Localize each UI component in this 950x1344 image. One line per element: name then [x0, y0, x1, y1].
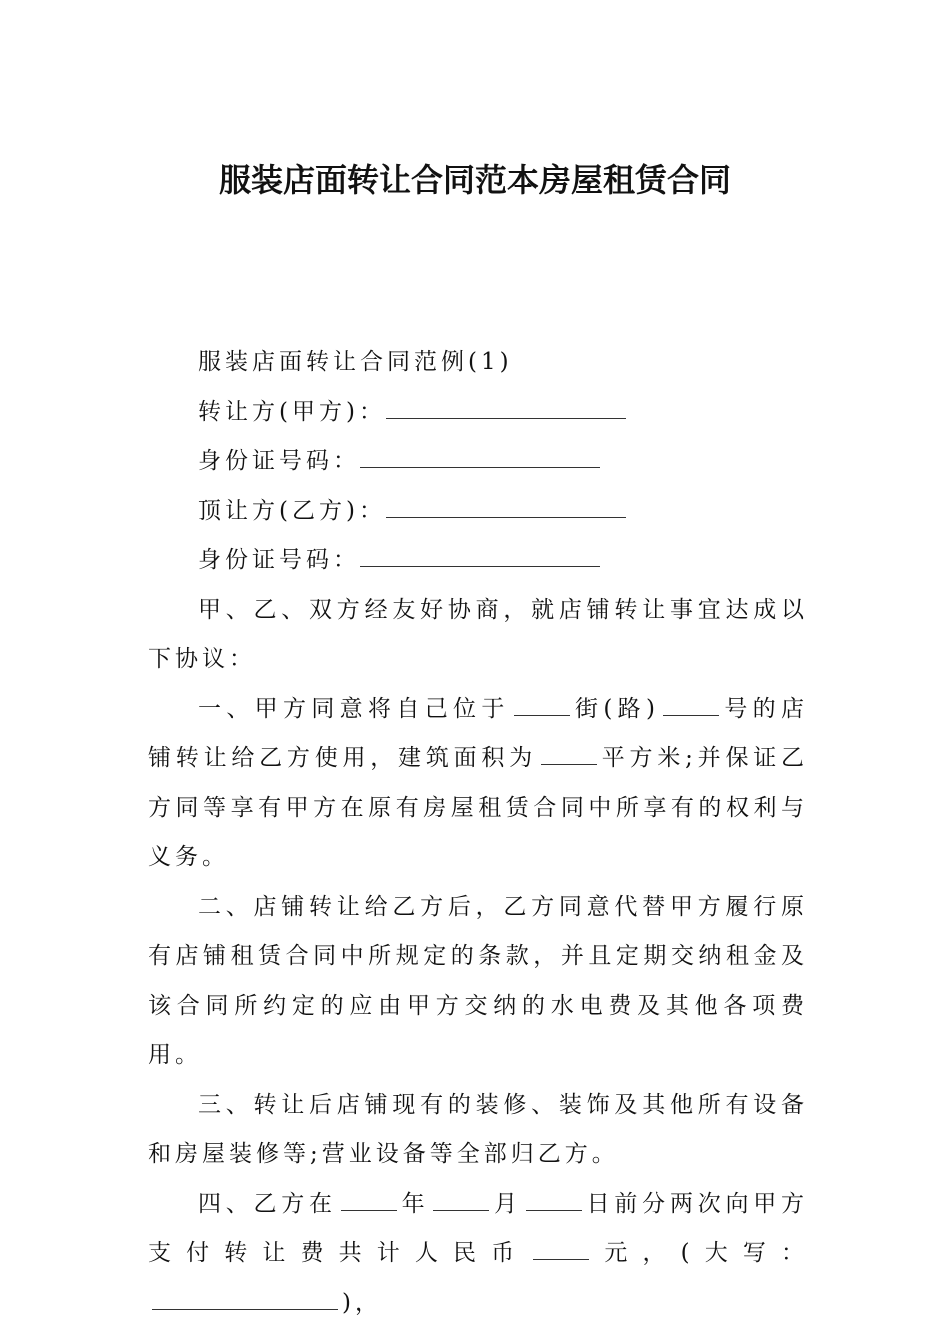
transferee-id-field: [148, 536, 808, 586]
number-blank: [663, 693, 719, 716]
clause-4-part-e: 元，(大写：: [593, 1240, 808, 1266]
area-blank: [541, 742, 597, 765]
day-blank: [526, 1188, 582, 1211]
street-blank: [514, 693, 570, 716]
transferee-label: 顶让方(乙方)：: [198, 497, 386, 524]
clause-4-part-f: )，: [342, 1289, 382, 1316]
transferee-blank: [386, 489, 626, 518]
transferee-id-blank: [360, 538, 600, 567]
transferor-blank: [386, 390, 626, 419]
transferor-id-blank: [360, 439, 600, 468]
clause-4-part-d: 日前分两次向甲方支付转让费共计人民币: [148, 1190, 809, 1266]
intro-paragraph: 甲、乙、双方经友好协商，就店铺转让事宜达成以下协议：: [148, 596, 808, 672]
transferee-field: [148, 487, 808, 537]
clause-1-part-a: 一、甲方同意将自己位于: [198, 695, 510, 722]
clause-4-part-c: 月: [493, 1190, 522, 1217]
transferor-id-label: 身份证号码：: [198, 448, 360, 474]
document-body: [148, 338, 808, 1328]
transferee-id-label: 身份证号码：: [198, 547, 360, 573]
amount-words-blank: [152, 1287, 338, 1310]
month-blank: [433, 1188, 489, 1211]
clause-1-part-b: 街(路): [573, 695, 659, 722]
clause-3: 三、转让后店铺现有的装修、装饰及其他所有设备和房屋装修等;营业设备等全部归乙方。: [148, 1091, 808, 1167]
transferor-field: [148, 388, 808, 438]
clause-4: [148, 1180, 808, 1329]
transferor-id-field: [148, 437, 808, 487]
clause-2: 二、店铺转让给乙方后，乙方同意代替甲方履行原有店铺租赁合同中所规定的条款，并且定期交纳租金及该合同所约定的应由甲方交纳的水电费及其他各项费用。: [148, 893, 808, 1068]
clause-4-part-a: 四、乙方在: [198, 1190, 337, 1217]
year-blank: [341, 1188, 397, 1211]
transferor-label: 转让方(甲方)：: [198, 398, 386, 425]
document-title: 服装店面转让合同范本房屋租赁合同: [218, 161, 731, 199]
clause-1-part-c: 号的店铺转让给乙方使用，建筑面积为: [148, 695, 809, 771]
clause-1: [148, 685, 808, 883]
clause-1-part-d: 平方米;并保证乙方同等享有甲方在原有房屋租赁合同中所享有的权利与义务。: [148, 745, 809, 870]
amount-blank: [533, 1237, 589, 1260]
contract-subtitle: 服装店面转让合同范例(1): [198, 349, 513, 375]
clause-4-part-b: 年: [400, 1190, 430, 1217]
